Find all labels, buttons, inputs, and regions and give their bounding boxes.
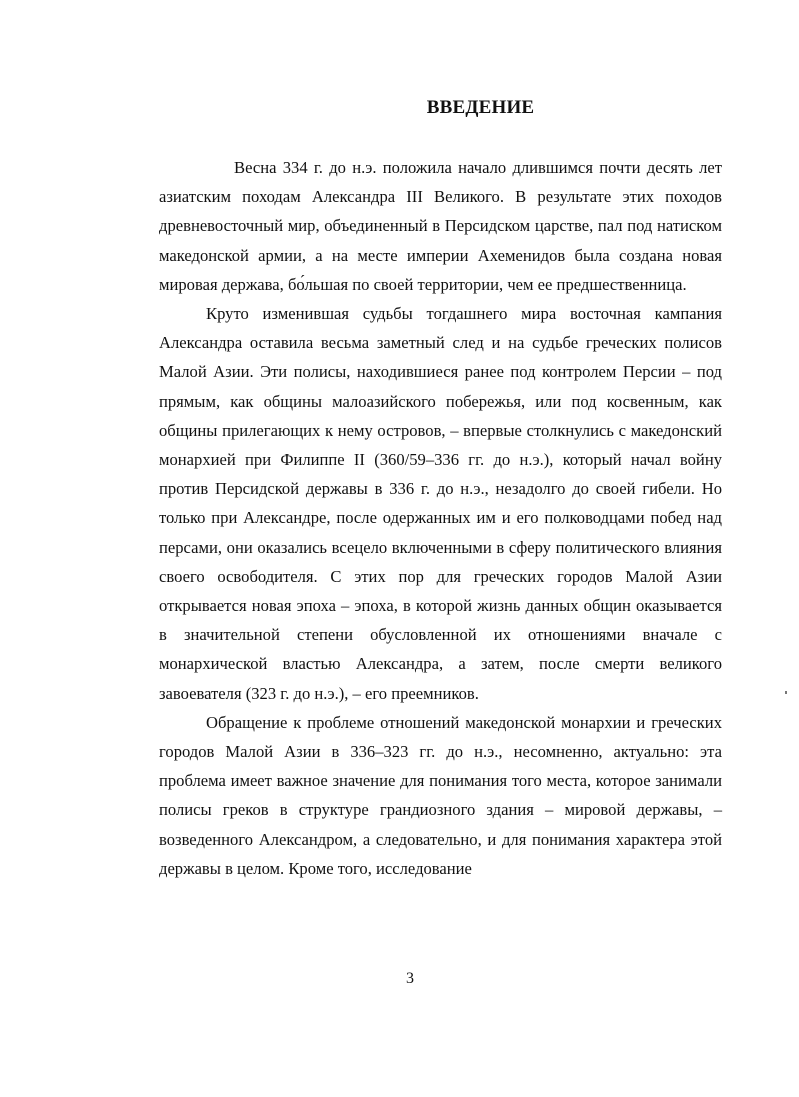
- section-heading: ВВЕДЕНИЕ: [426, 97, 535, 118]
- paragraph-1: Весна 334 г. до н.э. положила начало длившимся почти десять лет азиатским походам Александра III Великого. В результате этих походов древневосточный мир, объединенный в Персидском царстве, пал под натиском македонской армии, а на месте империи Ахеменидов была создана новая мировая держава, бо́льшая по своей территории, чем ее предшественница.: [159, 158, 722, 294]
- scan-speck: [785, 691, 787, 694]
- paragraph-3: Обращение к проблеме отношений македонской монархии и греческих городов Малой Азии в 336–323 гг. до н.э., несомненно, актуально: эта проблема имеет важное значение для понимания того места, которое занимали полисы греков в структуре грандиозного здания – мировой державы, – возведенного Александром, а следовательно, и для понимания характера этой державы в целом. Кроме того, исследование: [159, 712, 722, 878]
- body-text: [159, 153, 722, 883]
- paragraph-2: Круто изменившая судьбы тогдашнего мира восточная кампания Александра оставила весьма заметный след и на судьбе греческих полисов Малой Азии. Эти полисы, находившиеся ранее под контролем Персии – под прямым, как общины малоазийского побережья, или под косвенным, как общины прилегающих к нему островов, – впервые столкнулись с македонский монархией при Филиппе II (360/59–336 гг. до н.э.), который начал войну против Персидской державы в 336 г. до н.э., незадолго до своей гибели. Но только при Александре, после одержанных им и его полководцами побед над персами, они оказались всецело включенными в сферу политического влияния своего освободителя. С этих пор для греческих городов Малой Азии открывается новая эпоха – эпоха, в которой жизнь данных общин оказывается в значительной степени обусловленной их отношениями вначале с монархической властью Александра, а затем, после смерти великого завоевателя (323 г. до н.э.), – его преемников.: [159, 304, 722, 703]
- page-number: 3: [406, 970, 414, 987]
